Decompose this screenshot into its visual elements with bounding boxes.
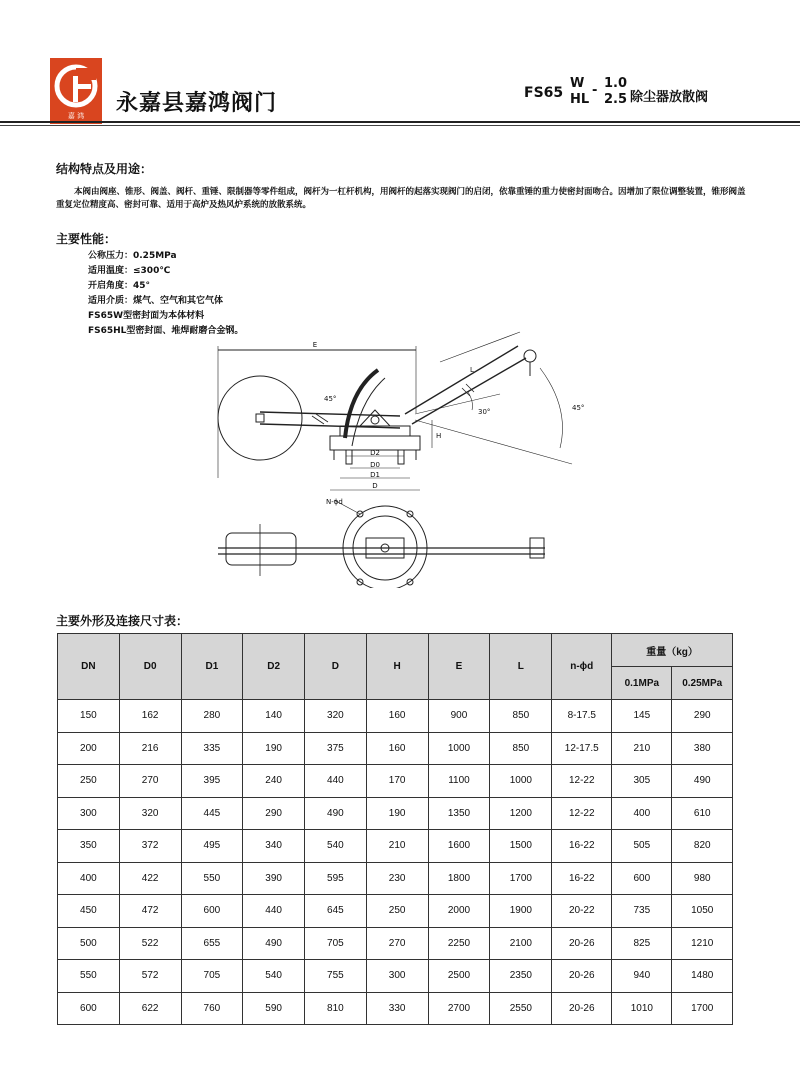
spec-w-seal: FS65W型密封面为本体材料 [88, 311, 205, 321]
table-cell: 850 [490, 700, 552, 733]
table-cell: 1700 [490, 862, 552, 895]
col-header-d: D [305, 634, 367, 700]
table-cell: 200 [58, 732, 120, 765]
table-cell: 590 [243, 992, 305, 1025]
col-header-h: H [366, 634, 428, 700]
table-cell: 472 [119, 895, 181, 928]
col-header-e: E [428, 634, 490, 700]
table-cell: 1480 [672, 960, 733, 993]
table-cell: 400 [612, 797, 672, 830]
product-name: 除尘器放散阀 [630, 90, 709, 105]
table-cell: 190 [243, 732, 305, 765]
table-cell: 1050 [672, 895, 733, 928]
performance-heading: 主要性能： [56, 232, 117, 246]
label-h: H [436, 432, 442, 440]
table-cell: 12-22 [552, 765, 612, 798]
table-cell: 2500 [428, 960, 490, 993]
table-cell: 375 [305, 732, 367, 765]
company-name: 永嘉县嘉鸿阀门 [116, 90, 278, 116]
model-prefix: FS65 [524, 85, 564, 101]
table-cell: 395 [181, 765, 243, 798]
label-l: L [470, 366, 474, 374]
table-cell: 825 [612, 927, 672, 960]
table-cell: 160 [366, 700, 428, 733]
model-dash: - [592, 83, 598, 98]
table-cell: 230 [366, 862, 428, 895]
model-w: W [570, 76, 585, 91]
table-cell: 540 [243, 960, 305, 993]
table-row [58, 797, 733, 830]
col-header-d1: D1 [181, 634, 243, 700]
col-header-weight-01: 0.1MPa [612, 667, 672, 700]
logo-g-icon [50, 58, 102, 124]
counterweight [218, 376, 302, 460]
company-logo [50, 58, 102, 124]
spec-pressure: 公称压力：0.25MPa [88, 251, 177, 261]
table-cell: 1100 [428, 765, 490, 798]
table-cell: 380 [672, 732, 733, 765]
table-cell: 16-22 [552, 830, 612, 863]
table-cell: 1900 [490, 895, 552, 928]
dimension-table-body [58, 700, 733, 1025]
table-cell: 20-22 [552, 895, 612, 928]
table-cell: 190 [366, 797, 428, 830]
model-hl: HL [570, 92, 590, 107]
table-cell: 320 [305, 700, 367, 733]
table-cell: 505 [612, 830, 672, 863]
table-cell: 440 [243, 895, 305, 928]
table-cell: 850 [490, 732, 552, 765]
label-nd: N-ϕd [326, 498, 343, 506]
table-cell: 2550 [490, 992, 552, 1025]
table-row [58, 700, 733, 733]
table-cell: 495 [181, 830, 243, 863]
table-cell: 445 [181, 797, 243, 830]
table-cell: 540 [305, 830, 367, 863]
table-cell: 490 [243, 927, 305, 960]
table-cell: 600 [181, 895, 243, 928]
table-row [58, 895, 733, 928]
table-cell: 1600 [428, 830, 490, 863]
table-cell: 2250 [428, 927, 490, 960]
table-cell: 12-17.5 [552, 732, 612, 765]
table-cell: 390 [243, 862, 305, 895]
table-cell: 162 [119, 700, 181, 733]
structure-heading: 结构特点及用途： [56, 162, 153, 176]
table-cell: 290 [672, 700, 733, 733]
table-cell: 760 [181, 992, 243, 1025]
table-cell: 320 [119, 797, 181, 830]
table-cell: 400 [58, 862, 120, 895]
label-e: E [312, 341, 318, 349]
top-view-weight [226, 533, 296, 565]
label-45-left: 45° [324, 395, 337, 403]
table-cell: 572 [119, 960, 181, 993]
table-cell: 1800 [428, 862, 490, 895]
table-cell: 8-17.5 [552, 700, 612, 733]
table-cell: 440 [305, 765, 367, 798]
table-cell: 335 [181, 732, 243, 765]
header-rule-thin [0, 125, 800, 126]
table-row [58, 862, 733, 895]
table-cell: 20-26 [552, 960, 612, 993]
label-30: 30° [478, 408, 491, 416]
valve-body [330, 436, 420, 450]
table-cell: 250 [366, 895, 428, 928]
spec-hl-seal: FS65HL型密封面、堆焊耐磨合金钢。 [88, 326, 244, 336]
col-header-weight-025: 0.25MPa [672, 667, 733, 700]
table-cell: 12-22 [552, 797, 612, 830]
table-cell: 145 [612, 700, 672, 733]
top-view-flange [343, 506, 427, 588]
label-d2: D2 [370, 449, 380, 457]
table-cell: 250 [58, 765, 120, 798]
table-row [58, 830, 733, 863]
header-rule [0, 121, 800, 123]
table-cell: 622 [119, 992, 181, 1025]
table-cell: 810 [305, 992, 367, 1025]
table-row [58, 732, 733, 765]
table-cell: 755 [305, 960, 367, 993]
table-cell: 340 [243, 830, 305, 863]
table-cell: 350 [58, 830, 120, 863]
table-cell: 160 [366, 732, 428, 765]
valve-drawing [200, 328, 600, 588]
table-cell: 20-26 [552, 927, 612, 960]
table-cell: 550 [58, 960, 120, 993]
table-cell: 645 [305, 895, 367, 928]
table-cell: 290 [243, 797, 305, 830]
table-cell: 140 [243, 700, 305, 733]
col-header-weight: 重量（kg） [612, 634, 733, 667]
table-cell: 216 [119, 732, 181, 765]
table-heading: 主要外形及连接尺寸表： [56, 614, 189, 628]
svg-text:嘉 鸿: 嘉 鸿 [67, 112, 85, 120]
pressure-2: 2.5 [604, 92, 628, 107]
table-cell: 705 [181, 960, 243, 993]
table-cell: 1500 [490, 830, 552, 863]
table-cell: 450 [58, 895, 120, 928]
table-cell: 372 [119, 830, 181, 863]
table-cell: 150 [58, 700, 120, 733]
table-row [58, 992, 733, 1025]
table-cell: 522 [119, 927, 181, 960]
label-d0: D0 [370, 461, 380, 469]
table-cell: 300 [366, 960, 428, 993]
table-cell: 2350 [490, 960, 552, 993]
label-45-right: 45° [572, 404, 585, 412]
table-cell: 280 [181, 700, 243, 733]
table-cell: 1000 [428, 732, 490, 765]
table-cell: 170 [366, 765, 428, 798]
table-cell: 240 [243, 765, 305, 798]
table-cell: 940 [612, 960, 672, 993]
table-cell: 1200 [490, 797, 552, 830]
spec-medium: 适用介质：煤气、空气和其它气体 [88, 296, 224, 306]
table-cell: 980 [672, 862, 733, 895]
col-header-dn: DN [58, 634, 120, 700]
pressure-1: 1.0 [604, 76, 628, 91]
table-cell: 422 [119, 862, 181, 895]
dimension-table [57, 633, 733, 1025]
label-d: D [372, 482, 378, 490]
table-cell: 1010 [612, 992, 672, 1025]
table-row [58, 765, 733, 798]
table-cell: 2000 [428, 895, 490, 928]
table-cell: 20-26 [552, 992, 612, 1025]
table-cell: 270 [119, 765, 181, 798]
table-cell: 330 [366, 992, 428, 1025]
table-cell: 655 [181, 927, 243, 960]
table-cell: 595 [305, 862, 367, 895]
table-cell: 270 [366, 927, 428, 960]
table-row [58, 960, 733, 993]
table-cell: 1350 [428, 797, 490, 830]
table-cell: 210 [366, 830, 428, 863]
table-cell: 610 [672, 797, 733, 830]
table-cell: 2700 [428, 992, 490, 1025]
col-header-d0: D0 [119, 634, 181, 700]
table-cell: 1700 [672, 992, 733, 1025]
table-cell: 490 [305, 797, 367, 830]
table-cell: 490 [672, 765, 733, 798]
spec-angle: 开启角度：45° [88, 281, 151, 291]
table-cell: 500 [58, 927, 120, 960]
table-cell: 1000 [490, 765, 552, 798]
table-cell: 600 [612, 862, 672, 895]
table-cell: 600 [58, 992, 120, 1025]
table-row [58, 927, 733, 960]
table-cell: 705 [305, 927, 367, 960]
table-cell: 820 [672, 830, 733, 863]
table-cell: 550 [181, 862, 243, 895]
table-cell: 305 [612, 765, 672, 798]
structure-text: 本阀由阀座、锥形、阀盖、阀杆、重锤、限制器等零件组成，阀杆为一杠杆机构，用阀杆的起落实现阀门的启闭，依靠重锤的重力使密封面吻合。因增加了限位调整装置，锥形阀盖重复定位精度高、密封可靠、适用于高炉及热风炉系统的放散系统。 [56, 187, 746, 210]
label-d1: D1 [370, 471, 380, 479]
table-cell: 735 [612, 895, 672, 928]
spec-temperature: 适用温度：≤300℃ [88, 266, 171, 276]
table-cell: 1210 [672, 927, 733, 960]
col-header-nd: n-ϕd [552, 634, 612, 700]
open-arm [405, 346, 518, 414]
col-header-d2: D2 [243, 634, 305, 700]
table-cell: 210 [612, 732, 672, 765]
table-cell: 2100 [490, 927, 552, 960]
table-cell: 16-22 [552, 862, 612, 895]
table-cell: 900 [428, 700, 490, 733]
table-cell: 300 [58, 797, 120, 830]
col-header-l: L [490, 634, 552, 700]
